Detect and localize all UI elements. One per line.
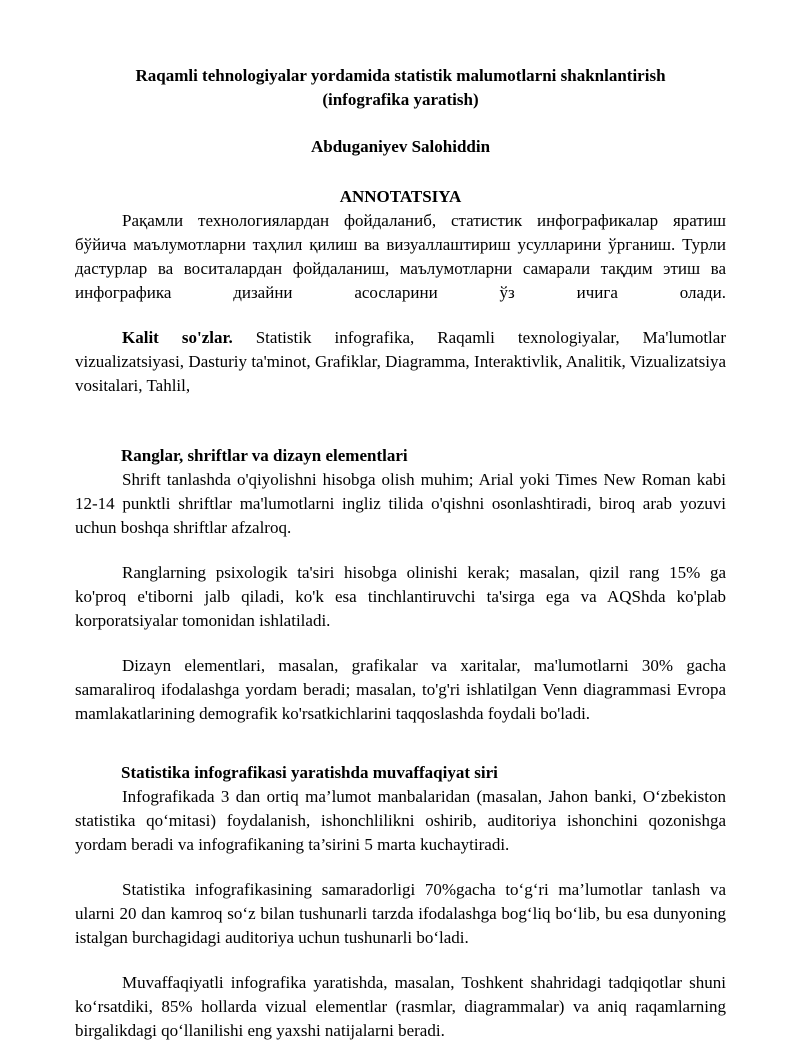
section-success-paragraph-2: Statistika infografikasining samaradorligi 70%gacha to‘g‘ri ma’lumotlar tanlash va ularni 20 dan kamroq so‘z bilan tushunarli tarzda ifodalashga bog‘liq bo‘lib, bu esa dunyoning istalgan burchagidagi auditoriya uchun tushunarli bo‘ladi. xyxy=(75,880,726,947)
keywords-paragraph xyxy=(75,326,726,398)
section-heading-success: Statistika infografikasi yaratishda muvaffaqiyat siri xyxy=(121,763,498,782)
section-heading-design: Ranglar, shriftlar va dizayn elementlari xyxy=(121,446,408,465)
section-success-paragraph-1: Infografikada 3 dan ortiq ma’lumot manbalaridan (masalan, Jahon banki, O‘zbekiston statistika qo‘mitasi) foydalanish, ishonchlilikni oshirib, auditoriya ishonchini qozonishga yordam beradi va infografikaning ta’sirini 5 marta kuchaytiradi. xyxy=(75,787,726,854)
title-line-1: Raqamli tehnologiyalar yordamida statistik malumotlarni shaknlantirish xyxy=(135,66,666,85)
section-success-paragraph-3: Muvaffaqiyatli infografika yaratishda, masalan, Toshkent shahridagi tadqiqotlar shuni ko‘rsatdiki, 85% hollarda vizual elementlar (rasmlar, diagrammalar) va aniq raqamlarning birgalikdagi qo‘llanilishi eng yaxshi natijalarni beradi. xyxy=(75,973,726,1040)
title-line-2: (infografika yaratish) xyxy=(322,90,479,109)
keywords-label: Kalit so'zlar. xyxy=(122,328,233,347)
annotation-heading: ANNOTATSIYA xyxy=(339,187,462,206)
keywords-text: Statistik infografika, Raqamli texnologiyalar, Ma'lumotlar vizualizatsiyasi, Dasturiy ta'minot, Grafiklar, Diagramma, Interaktivlik, Analitik, Vizualizatsiya vositalari, Tahlil, xyxy=(75,328,726,395)
section-design-paragraph-1: Shrift tanlashda o'qiyolishni hisobga olish muhim; Arial yoki Times New Roman kabi 12-14 punktli shriftlar ma'lumotlarni ingliz tilida o'qishni osonlashtiradi, biroq arab yozuvi uchun boshqa shriftlar afzalroq. xyxy=(75,470,726,537)
annotation-body: Рақамли технологиялардан фойдаланиб, статистик инфографикалар яратиш бўйича маълумотларни таҳлил қилиш ва визуаллаштириш усулларини ўрганиш. Турли дастурлар ва воситалардан фойдаланиш, маълумотларни самарали тақдим этиш ва инфографика дизайни асосларини ўз ичига олади. xyxy=(75,211,726,302)
author-name: Abduganiyev Salohiddin xyxy=(310,137,491,156)
document-title xyxy=(75,64,726,112)
document-page xyxy=(75,64,726,1043)
section-design-paragraph-2: Ranglarning psixologik ta'siri hisobga olinishi kerak; masalan, qizil rang 15% ga ko'proq e'tiborni jalb qiladi, ko'k esa tinchlantiruvchi ta'sirga ega va AQShda ko'plab korporatsiyalar tomonidan ishlatiladi. xyxy=(75,563,726,630)
section-design-paragraph-3: Dizayn elementlari, masalan, grafikalar va xaritalar, ma'lumotlarni 30% gacha samaraliroq ifodalashga yordam beradi; masalan, to'g'ri ishlatilgan Venn diagrammasi Evropa mamlakatlarining demografik ko'rsatkichlarini taqqoslashda foydali bo'ladi. xyxy=(75,656,726,723)
